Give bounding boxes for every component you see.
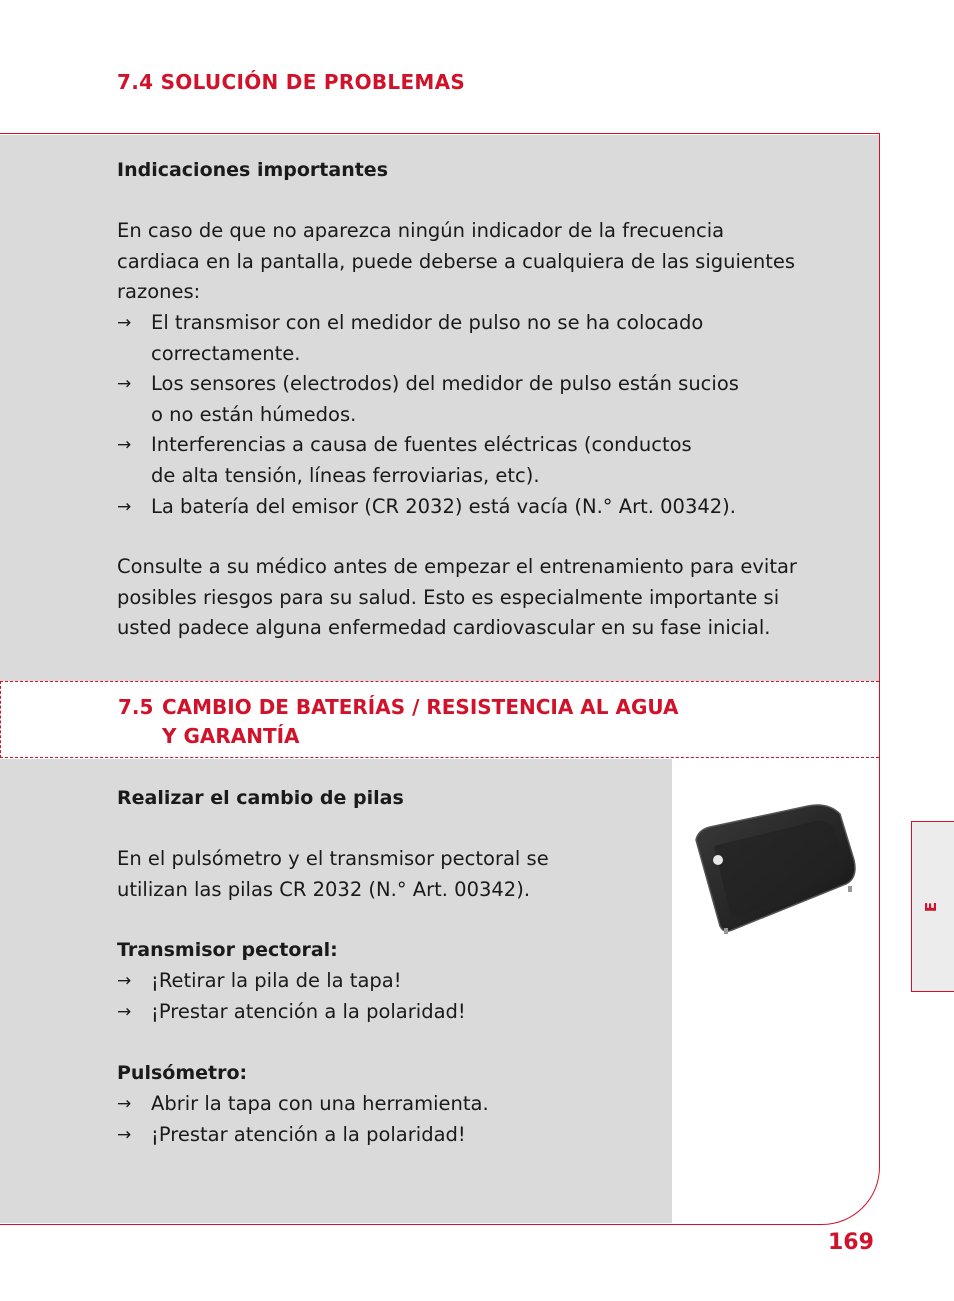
page-number: 169 [828,1230,874,1255]
chest-transmitter-list [117,966,817,1027]
language-tab [911,821,954,992]
section-title-7-4: 7.4 SOLUCIÓN DE PROBLEMAS [117,70,466,94]
section-number: 7.5 [118,695,154,719]
important-notes-intro: En caso de que no aparezca ningún indicador de la frecuencia cardiaca en la pantalla, puede deberse a cualquiera de las siguientes razones: [117,219,796,304]
chest-transmitter-title: Transmisor pectoral: [117,939,338,961]
arrow-icon: → [117,1124,132,1145]
list-item: → Abrir la tapa con una herramienta. [117,1089,817,1120]
battery-change-title: Realizar el cambio de pilas [117,787,404,809]
list-item: → La batería del emisor (CR 2032) está vacía (N.° Art. 00342). [117,492,817,523]
list-item: → Los sensores (electrodos) del medidor de pulso están sucios o no están húmedos. [117,369,741,430]
list-item: → ¡Prestar atención a la polaridad! [117,997,817,1028]
list-item: → ¡Prestar atención a la polaridad! [117,1120,817,1151]
arrow-icon: → [117,1001,132,1022]
section-band-7-5 [0,681,879,758]
section-title-line1: CAMBIO DE BATERÍAS / RESISTENCIA AL AGUA [162,695,679,719]
battery-intro: En el pulsómetro y el transmisor pectoral se utilizan las pilas CR 2032 (N.° Art. 00342). [117,847,549,901]
arrow-icon: → [117,313,132,333]
arrow-icon: → [117,971,132,991]
important-notes-title: Indicaciones importantes [117,159,389,181]
language-tab-label: E [922,901,941,913]
heart-rate-monitor-list [117,1089,817,1150]
section-title-line2: Y GARANTÍA [162,724,300,748]
list-item: → ¡Retirar la pila de la tapa! [117,966,817,997]
arrow-icon: → [117,496,132,517]
arrow-icon: → [117,435,132,456]
list-item: → Interferencias a causa de fuentes eléctricas (conductos de alta tensión, líneas ferroviarias, etc). [117,430,711,491]
doctor-advice: Consulte a su médico antes de empezar el entrenamiento para evitar posibles riesgos para su salud. Esto es especialmente importante si usted padece alguna enfermedad cardiovascular en su fase inicial. [117,555,797,640]
reasons-list [117,308,817,522]
section-title-7-5 [118,693,678,751]
battery-cover-image [688,800,863,940]
list-item: → El transmisor con el medidor de pulso no se ha colocado correctamente. [117,308,761,369]
heart-rate-monitor-title: Pulsómetro: [117,1062,248,1084]
arrow-icon: → [117,1094,132,1114]
arrow-icon: → [117,374,132,395]
